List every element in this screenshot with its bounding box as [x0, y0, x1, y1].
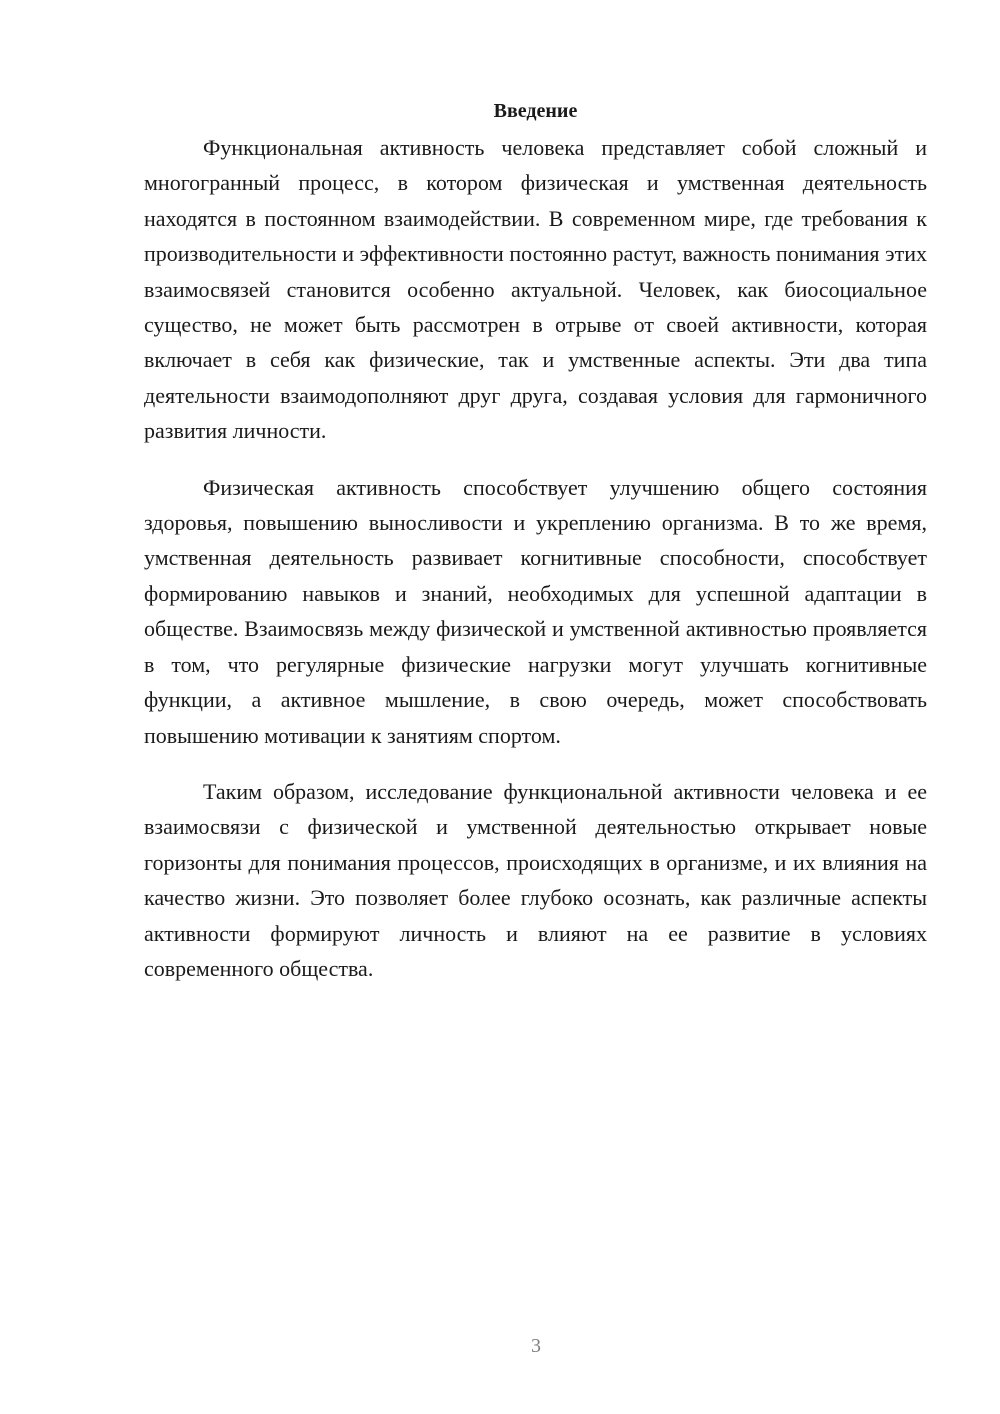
page-content — [144, 94, 927, 986]
paragraph-3: Таким образом, исследование функциональной активности человека и ее взаимосвязи с физической и умственной деятельностью открывает новые горизонты для понимания процессов, происходящих в организме, и их влияния на качество жизни. Это позволяет более глубоко осознать, как различные аспекты активности формируют личность и влияют на ее развитие в условиях современного общества. — [144, 778, 927, 981]
page-number: 3 — [531, 1335, 541, 1357]
section-heading: Введение — [493, 100, 578, 122]
paragraph-1: Функциональная активность человека представляет собой сложный и многогранный процесс, в котором физическая и умственная деятельность находятся в постоянном взаимодействии. В современном мире, где требования к производительности и эффективности постоянно растут, важность понимания этих взаимосвязей становится особенно актуальной. Человек, как биосоциальное существо, не может быть рассмотрен в отрыве от своей активности, которая включает в себя как физические, так и умственные аспекты. Эти два типа деятельности взаимодополняют друг друга, создавая условия для гармоничного развития личности. — [144, 135, 927, 444]
paragraph-2: Физическая активность способствует улучшению общего состояния здоровья, повышению выносливости и укреплению организма. В то же время, умственная деятельность развивает когнитивные способности, способствует формированию навыков и знаний, необходимых для успешной адаптации в обществе. Взаимосвязь между физической и умственной активностью проявляется в том, что регулярные физические нагрузки могут улучшать когнитивные функции, а активное мышление, в свою очередь, может способствовать повышению мотивации к занятиям спортом. — [144, 474, 927, 748]
